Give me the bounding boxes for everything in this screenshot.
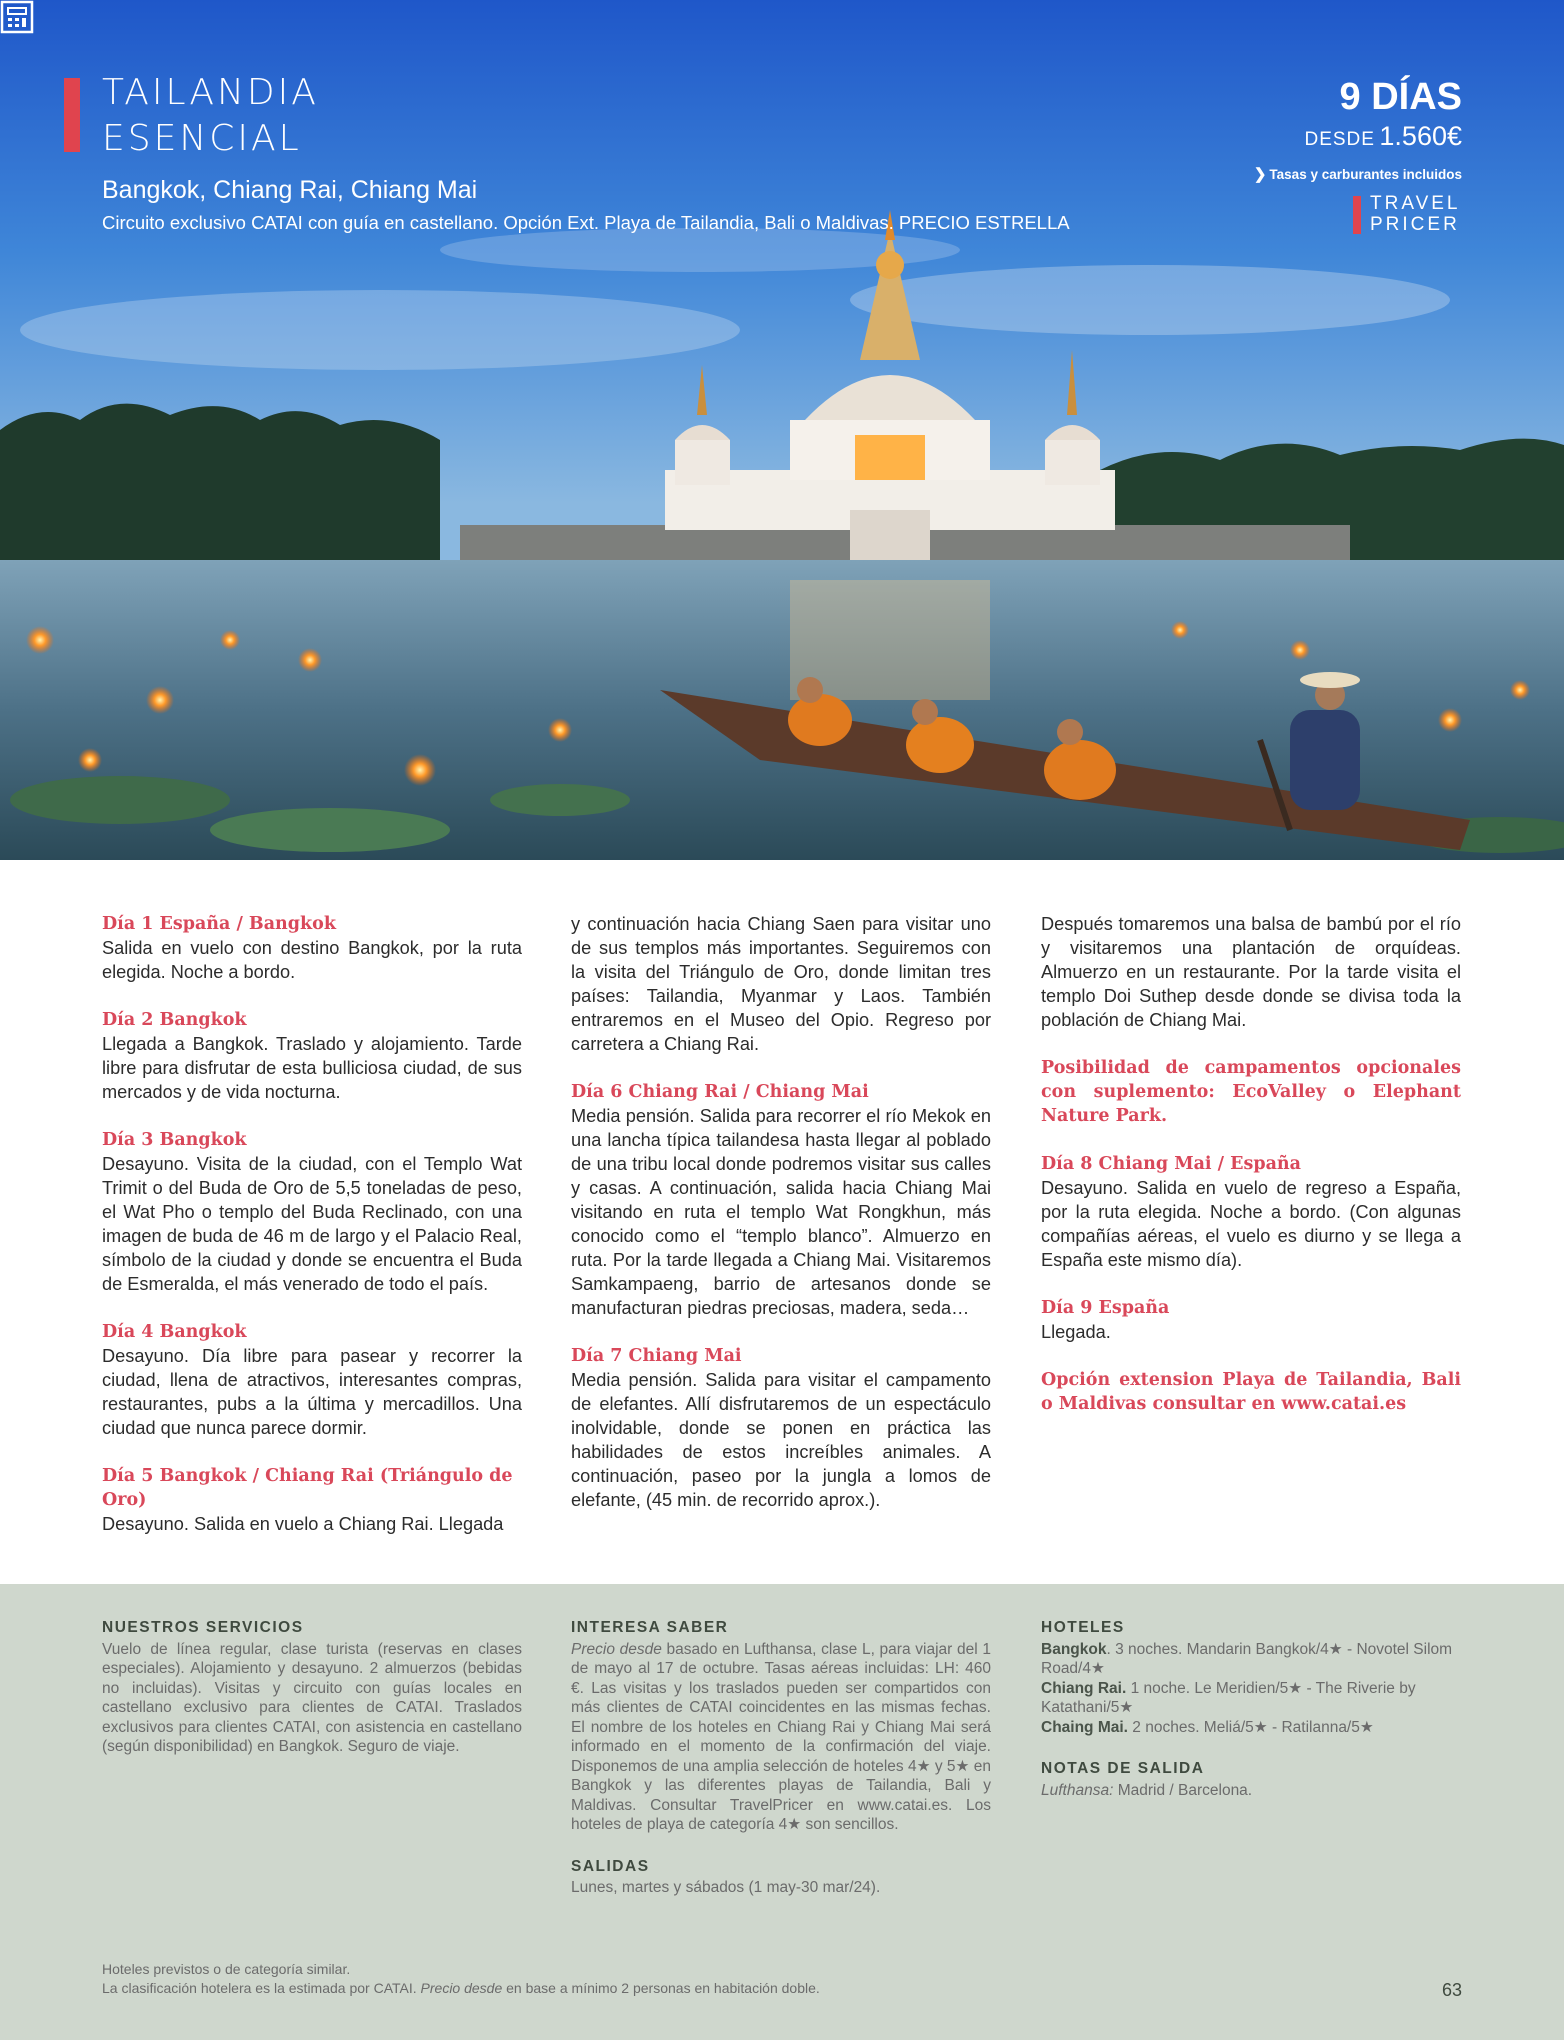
optional-camps-note: Posibilidad de campamentos opcionales con suplemento: EcoValley o Elephant Nature Park. bbox=[1041, 1058, 1461, 1126]
day-title: Día 4 Bangkok bbox=[102, 1322, 247, 1342]
title-line-1: TAILANDIA bbox=[102, 72, 319, 113]
trip-title bbox=[102, 70, 319, 162]
day-block bbox=[102, 1128, 522, 1296]
services-section bbox=[102, 1618, 522, 1757]
day-text: Desayuno. Salida en vuelo a Chiang Rai. Llegada bbox=[102, 1514, 504, 1534]
day-text: Desayuno. Día libre para pasear y recorrer la ciudad, llena de atractivos, interesantes compras, restaurantes, pubs a la última y mercadillos. Una ciudad que nunca parece dormir. bbox=[102, 1346, 522, 1438]
hotel-item bbox=[1041, 1718, 1461, 1738]
hotel-details: . 3 noches. Mandarin Bangkok/4★ - Novotel Silom Road/4★ bbox=[1041, 1640, 1453, 1677]
footnote-emphasis: Precio desde bbox=[420, 1980, 503, 1996]
trip-subtitle: Bangkok, Chiang Rai, Chiang Mai bbox=[102, 176, 478, 204]
chevron-right-icon: ❯ bbox=[1253, 166, 1267, 183]
day-title: Día 3 Bangkok bbox=[102, 1130, 247, 1150]
day-text: Llegada. bbox=[1041, 1322, 1111, 1342]
hotel-details: 1 noche. Le Meridien/5★ - The Riverie by Katathani/5★ bbox=[1041, 1679, 1416, 1716]
day-text: Media pensión. Salida para recorrer el río Mekok en una lancha típica tailandesa hasta llegar al poblado de una tribu local donde podremos visitar sus calles y casas. A continuación, salida hacia Chiang Mai visitando en ruta el templo Wat Rongkhun, más conocido como el “templo blanco”. Almuerzo en ruta. Por la tarde llegada a Chiang Mai. Visitaremos Samkampaeng, barrio de artesanos donde se manufacturan piedras preciosas, madera, seda… bbox=[571, 1106, 991, 1318]
taxes-note bbox=[1254, 165, 1462, 183]
day-block bbox=[571, 1344, 991, 1512]
hotels-heading: HOTELES bbox=[1041, 1619, 1125, 1636]
itinerary-column-2 bbox=[571, 912, 991, 1536]
day-block bbox=[1041, 1152, 1461, 1272]
day-block bbox=[102, 1464, 522, 1536]
travel-pricer-logo[interactable] bbox=[1370, 193, 1461, 235]
day-title: Día 6 Chiang Rai / Chiang Mai bbox=[571, 1082, 869, 1102]
info-footer bbox=[0, 1584, 1564, 2040]
extension-option-note: Opción extension Playa de Tailandia, Bali o Maldivas consultar en www.catai.es bbox=[1041, 1370, 1461, 1414]
page-number: 63 bbox=[1441, 1980, 1462, 2000]
price-amount: 1.560€ bbox=[1379, 121, 1462, 151]
day-block bbox=[571, 1080, 991, 1320]
departures-section bbox=[571, 1857, 991, 1898]
departures-text: Lunes, martes y sábados (1 may-30 mar/24). bbox=[571, 1879, 881, 1896]
day-block bbox=[102, 1008, 522, 1104]
day-text: Llegada a Bangkok. Traslado y alojamiento. Tarde libre para disfrutar de esta bulliciosa ciudad, de sus mercados y de vida nocturna. bbox=[102, 1034, 522, 1102]
departure-notes-section bbox=[1041, 1759, 1461, 1800]
services-text: Vuelo de línea regular, clase turista (reservas en clases especiales). Alojamiento y desayuno. 2 almuerzos (bebidas no incluidas). Visitas y circuito con guías locales en castellano exclusivo para clientes de CATAI. Traslados exclusivos para clientes CATAI, con asistencia en castellano (según disponibilidad) en Bangkok. Seguro de viaje. bbox=[102, 1640, 522, 1755]
day-title: Día 2 Bangkok bbox=[102, 1010, 247, 1030]
day-text: Salida en vuelo con destino Bangkok, por la ruta elegida. Noche a bordo. bbox=[102, 938, 522, 982]
trip-duration: 9 DÍAS bbox=[1339, 76, 1462, 118]
travel-pricer-accent-bar bbox=[1353, 196, 1361, 234]
hotel-item bbox=[1041, 1679, 1461, 1718]
hotel-city: Bangkok bbox=[1041, 1640, 1107, 1658]
day-block-continuation bbox=[571, 912, 991, 1056]
footnote-text-a: La clasificación hotelera es la estimada por CATAI. bbox=[102, 1980, 421, 1996]
day-block bbox=[1041, 1296, 1461, 1344]
day-block-continuation bbox=[1041, 912, 1461, 1032]
title-line-2: ESENCIAL bbox=[102, 118, 302, 159]
departure-notes-text bbox=[1041, 1781, 1461, 1801]
footnote bbox=[102, 1960, 820, 1998]
departures-heading: SALIDAS bbox=[571, 1857, 650, 1875]
departure-cities: Madrid / Barcelona. bbox=[1113, 1781, 1253, 1799]
taxes-note-text: Tasas y carburantes incluidos bbox=[1269, 167, 1462, 182]
info-text-emphasis: Precio desde bbox=[571, 1640, 662, 1658]
hero-image bbox=[0, 0, 1564, 860]
day-title: Día 1 España / Bangkok bbox=[102, 914, 336, 934]
hotel-city: Chiang Rai. bbox=[1041, 1679, 1127, 1697]
info-section bbox=[571, 1618, 991, 1898]
info-heading: INTERESA SABER bbox=[571, 1619, 729, 1636]
day-title: Día 8 Chiang Mai / España bbox=[1041, 1154, 1301, 1174]
info-text-body: basado en Lufthansa, clase L, para viajar del 1 de mayo al 17 de octubre. Tasas aéreas incluidas: LH: 460 €. Las visitas y los traslados pueden ser compartidos con más clientes de CATAI coincidentes en las mismas fechas. El nombre de los hoteles en Chiang Rai y Chiang Mai será informado en el momento de la confirmación del viaje. Disponemos de una amplia selección de hoteles 4★ y 5★ en Bangkok y las diferentes playas de Tailandia, Bali y Maldivas. Consultar TravelPricer en www.catai.es. Los hoteles de playa de categoría 4★ son sencillos. bbox=[571, 1640, 991, 1833]
hotel-city: Chaing Mai. bbox=[1041, 1718, 1128, 1736]
day-text: Media pensión. Salida para visitar el campamento de elefantes. Allí disfrutaremos de un espectáculo inolvidable, donde se ponen en práctica las habilidades de estos increíbles animales. A continuación, paseo por la jungla a lomos de elefante, (45 min. de recorrido aprox.). bbox=[571, 1370, 991, 1510]
itinerary-column-3 bbox=[1041, 912, 1461, 1440]
info-text bbox=[571, 1640, 991, 1835]
trip-tagline: Circuito exclusivo CATAI con guía en castellano. Opción Ext. Playa de Tailandia, Bali o Maldivas. PRECIO ESTRELLA bbox=[102, 212, 1070, 233]
day-block bbox=[102, 912, 522, 984]
day-title: Día 5 Bangkok / Chiang Rai (Triángulo de Oro) bbox=[102, 1466, 513, 1510]
day-block bbox=[102, 1320, 522, 1440]
day-text: Después tomaremos una balsa de bambú por el río y visitaremos una plantación de orquídeas. Almuerzo en un restaurante. Por la tarde visita el templo Doi Suthep desde donde se divisa toda la población de Chiang Mai. bbox=[1041, 914, 1461, 1030]
hotel-details: 2 noches. Meliá/5★ - Ratilanna/5★ bbox=[1127, 1718, 1374, 1736]
day-text: Desayuno. Salida en vuelo de regreso a España, por la ruta elegida. Noche a bordo. (Con algunas compañías aéreas, el vuelo es diurno y se llega a España este mismo día). bbox=[1041, 1178, 1461, 1270]
footnote-line-1: Hoteles previstos o de categoría similar. bbox=[102, 1961, 351, 1977]
travel-pricer-word-1: TRAVEL bbox=[1370, 193, 1461, 214]
footnote-text-b: en base a mínimo 2 personas en habitación doble. bbox=[502, 1980, 820, 1996]
departure-notes-heading: NOTAS DE SALIDA bbox=[1041, 1760, 1205, 1777]
day-title: Día 9 España bbox=[1041, 1298, 1170, 1318]
travel-pricer-word-2: PRICER bbox=[1370, 214, 1460, 235]
footnote-line-2 bbox=[102, 1979, 820, 1998]
calculator-icon bbox=[0, 0, 34, 34]
day-title: Día 7 Chiang Mai bbox=[571, 1346, 742, 1366]
hotel-item bbox=[1041, 1640, 1461, 1679]
hotels-section bbox=[1041, 1618, 1461, 1800]
itinerary-column-1 bbox=[102, 912, 522, 1560]
title-accent-bar bbox=[64, 78, 80, 152]
airline-name: Lufthansa: bbox=[1041, 1781, 1114, 1799]
day-text: y continuación hacia Chiang Saen para visitar uno de sus templos más importantes. Seguiremos con la visita del Triángulo de Oro, donde limitan tres países: Tailandia, Myanmar y Laos. También entraremos en el Museo del Opio. Regreso por carretera a Chiang Rai. bbox=[571, 914, 991, 1054]
day-text: Desayuno. Visita de la ciudad, con el Templo Wat Trimit o del Buda de Oro de 5,5 toneladas de peso, el Wat Pho o templo del Buda Reclinado, con una imagen de buda de 46 m de largo y el Palacio Real, símbolo de la ciudad y donde se encuentra el Buda de Esmeralda, el más venerado de todo el país. bbox=[102, 1154, 522, 1294]
price-desde-label: DESDE bbox=[1304, 129, 1375, 150]
price bbox=[1304, 121, 1462, 152]
services-heading: NUESTROS SERVICIOS bbox=[102, 1619, 304, 1636]
